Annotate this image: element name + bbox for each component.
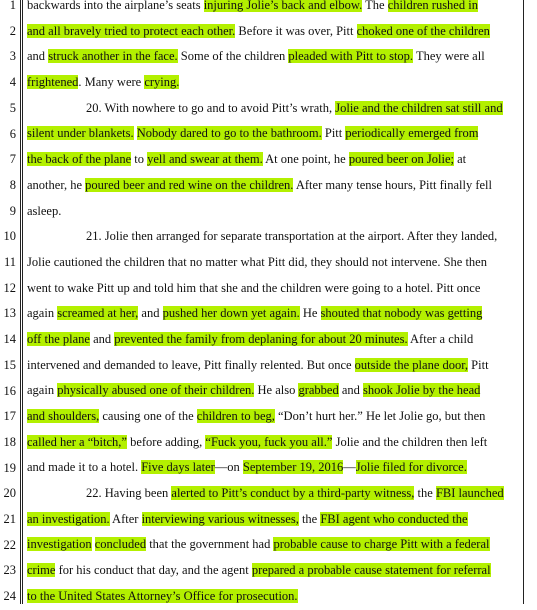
line-number: 12 (3, 280, 16, 295)
highlighted-text: shook Jolie by the head (363, 383, 481, 398)
highlighted-text: choked one of the children (356, 23, 490, 38)
line-number: 16 (3, 383, 16, 398)
line-number: 9 (9, 203, 16, 218)
text-line (27, 0, 519, 19)
text-line (27, 19, 519, 45)
highlighted-text: Five days later (141, 460, 215, 475)
highlighted-text: to the United States Attorney’s Office for prosecution. (27, 588, 298, 603)
highlighted-text: grabbed (298, 383, 339, 398)
text-segment: and (138, 306, 163, 321)
text-segment: — (343, 460, 356, 475)
line-number-column (0, 0, 18, 604)
text-line (27, 44, 519, 70)
line-number: 5 (9, 100, 16, 115)
highlighted-text: FBI launched (435, 486, 504, 501)
text-segment: Some of the children (177, 49, 289, 64)
highlighted-text: Jolie filed for divorce. (355, 460, 467, 475)
highlighted-text: outside the plane door, (354, 357, 469, 372)
margin-rule-left-outer (20, 0, 21, 604)
highlighted-text: prevented the family from deplaning for about 20 minutes. (114, 331, 408, 346)
text-segment: that the government had (146, 537, 274, 552)
text-line (27, 558, 519, 584)
line-number: 21 (3, 512, 16, 526)
line-number: 17 (3, 409, 16, 424)
text-line (27, 378, 519, 404)
highlighted-text: alerted to Pitt’s conduct by a third-party witness, (171, 486, 415, 501)
highlighted-text: concluded (94, 537, 147, 552)
text-line (27, 199, 519, 225)
text-segment: the (414, 486, 436, 501)
text-line (27, 301, 519, 327)
text-segment: He also (254, 383, 299, 398)
line-number: 14 (3, 332, 16, 347)
text-segment: Jolie cautioned the children that no matter what Pitt did, they should not intervene. She then (27, 254, 487, 269)
highlighted-text: crime (27, 563, 56, 578)
text-segment: intervened and demanded to leave, Pitt finally relented. But once (27, 357, 355, 372)
text-segment: They were all (413, 49, 485, 64)
line-number: 18 (3, 434, 16, 449)
text-segment: to (131, 152, 148, 167)
text-segment: . Many were (78, 75, 145, 90)
margin-rule-right (523, 0, 524, 604)
text-segment: another, he (27, 177, 86, 192)
text-segment: 21. Jolie then arranged for separate transportation at the airport. After they landed, (86, 229, 498, 244)
line-number: 15 (3, 357, 16, 372)
text-segment: before adding, (126, 434, 206, 449)
document-body (27, 0, 519, 610)
highlighted-text: children rushed in (387, 0, 478, 12)
highlighted-text: prepared a probable cause statement for referral (251, 563, 491, 578)
text-segment: He (299, 306, 321, 321)
highlighted-text: interviewing various witnesses, (141, 511, 299, 526)
text-segment: went to wake Pitt up and told him that she and the children were going to a hotel. Pitt once (27, 280, 481, 295)
text-segment: “Don’t hurt her.” He let Jolie go, but then (274, 409, 486, 423)
highlighted-text: “Fuck you, fuck you all.” (205, 434, 333, 449)
text-segment: again (27, 383, 58, 398)
highlighted-text: probable cause to charge Pitt with a federal (273, 537, 490, 552)
text-segment: 22. Having been (86, 486, 172, 501)
text-line (27, 404, 519, 430)
highlighted-text: yell and swear at them. (147, 152, 263, 167)
text-line (27, 507, 519, 533)
text-line (27, 250, 519, 276)
text-line (27, 353, 519, 379)
highlighted-text: struck another in the face. (48, 49, 178, 64)
text-line (27, 224, 519, 250)
line-number: 23 (3, 563, 16, 578)
highlighted-text: an investigation. (27, 511, 110, 526)
text-line (27, 584, 519, 610)
text-segment: the (298, 511, 321, 526)
line-number: 24 (3, 589, 16, 604)
line-number: 1 (9, 0, 16, 12)
line-number: 7 (9, 152, 16, 167)
highlighted-text: off the plane (27, 331, 90, 346)
line-number: 10 (3, 229, 16, 244)
highlighted-text: poured beer and red wine on the children. (85, 177, 294, 192)
text-line (27, 481, 519, 507)
text-line (27, 147, 519, 173)
text-segment: After many tense hours, Pitt finally fell (293, 177, 492, 192)
highlighted-text: Jolie and the children sat still and (335, 100, 503, 115)
highlighted-text: injuring Jolie’s back and elbow. (203, 0, 363, 12)
text-segment: and made it to a hotel. (27, 460, 142, 475)
line-number: 13 (3, 306, 16, 321)
text-segment: and (338, 383, 364, 398)
text-line (27, 70, 519, 96)
text-segment: Pitt (468, 357, 489, 372)
line-number: 8 (9, 177, 16, 192)
highlighted-text: shouted that nobody was getting (320, 306, 483, 321)
text-line (27, 430, 519, 456)
text-line (27, 121, 519, 147)
highlighted-text: screamed at her, (57, 306, 139, 321)
line-number: 3 (9, 49, 16, 64)
text-segment: At one point, he (262, 152, 349, 167)
text-line (27, 276, 519, 302)
text-line (27, 532, 519, 558)
text-segment: —on (214, 460, 243, 475)
line-number: 2 (9, 23, 16, 38)
highlighted-text: physically abused one of their children. (57, 383, 255, 398)
text-segment: for his conduct that day, and the agent (55, 563, 252, 578)
line-number: 20 (3, 486, 16, 501)
text-segment: asleep. (27, 203, 62, 218)
highlighted-text: children to beg, (196, 409, 275, 423)
text-line (27, 96, 519, 122)
text-segment: Jolie and the children then left (332, 434, 488, 449)
highlighted-text: called her a “bitch,” (27, 434, 127, 449)
line-number: 22 (3, 537, 16, 552)
highlighted-text: pleaded with Pitt to stop. (288, 49, 414, 64)
highlighted-text: September 19, 2016 (242, 460, 344, 475)
line-number: 6 (9, 126, 16, 141)
text-segment: The (362, 0, 388, 12)
text-line (27, 173, 519, 199)
highlighted-text: the back of the plane (27, 152, 132, 167)
highlighted-text: Nobody dared to go to the bathroom. (136, 126, 322, 141)
highlighted-text: investigation (27, 537, 92, 552)
text-segment: 20. With nowhere to go and to avoid Pitt’s wrath, (86, 100, 336, 115)
margin-rule-left-inner (22, 0, 23, 604)
text-line (27, 327, 519, 353)
highlighted-text: pushed her down yet again. (162, 306, 300, 321)
highlighted-text: periodically emerged from (345, 126, 479, 141)
text-segment: and (89, 331, 115, 346)
text-segment: Pitt (321, 126, 346, 141)
line-number: 11 (3, 255, 16, 269)
highlighted-text: and all bravely tried to protect each other. (27, 23, 236, 38)
text-segment: again (27, 306, 58, 321)
line-number: 19 (3, 460, 16, 475)
text-segment: and (27, 49, 49, 64)
highlighted-text: silent under blankets. (27, 126, 134, 141)
text-segment: backwards into the airplane’s seats (27, 0, 204, 12)
highlighted-text: poured beer on Jolie; (348, 152, 454, 167)
text-segment: Before it was over, Pitt (235, 23, 357, 38)
text-line (27, 455, 519, 481)
text-segment: After (109, 511, 142, 526)
text-segment: After a child (407, 331, 474, 346)
highlighted-text: frightened (27, 75, 79, 90)
text-segment: at (454, 152, 467, 167)
text-segment: causing one of the (99, 409, 197, 423)
highlighted-text: crying. (144, 75, 180, 90)
highlighted-text: FBI agent who conducted the (320, 511, 468, 526)
line-number: 4 (9, 75, 16, 90)
highlighted-text: and shoulders, (27, 409, 100, 423)
